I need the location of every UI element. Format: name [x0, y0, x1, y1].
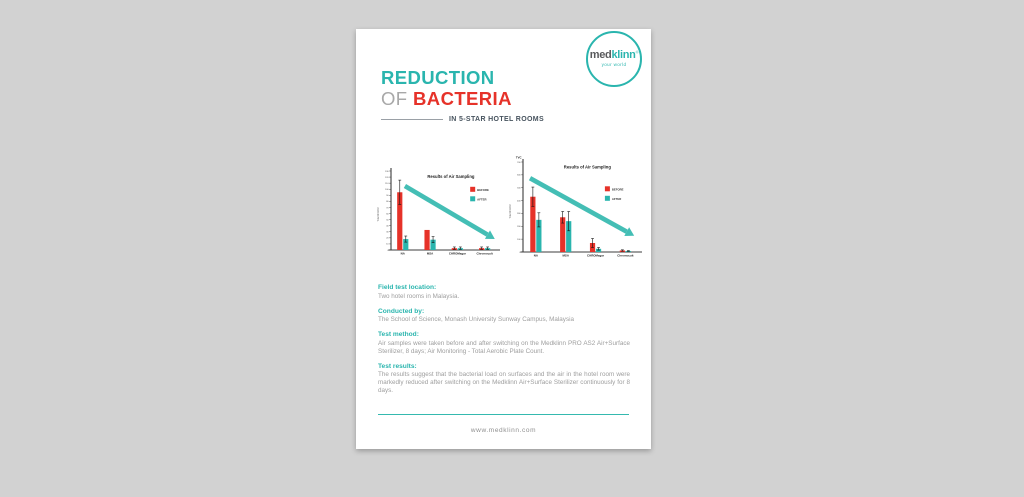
section-body: The results suggest that the bacterial load on surfaces and the air in the hotel room were markedly reduced after switching on the Medklinn Air+Surface Sterilizer continuously for 8 days. — [378, 371, 630, 394]
svg-text:400: 400 — [517, 200, 521, 203]
svg-text:50: 50 — [386, 219, 389, 222]
page-subtitle: IN 5-STAR HOTEL ROOMS — [449, 116, 544, 123]
air-sampling-chart-1 — [375, 160, 504, 264]
svg-text:Chromocult: Chromocult — [476, 251, 493, 256]
svg-text:30: 30 — [386, 231, 389, 234]
section-heading: Test results: — [378, 362, 417, 370]
svg-text:700: 700 — [517, 161, 521, 164]
air-sampling-chart-2 — [506, 148, 646, 267]
svg-text:MSA: MSA — [426, 251, 434, 256]
svg-text:BEFORE: BEFORE — [477, 187, 489, 192]
svg-text:90: 90 — [386, 195, 389, 198]
section-heading: Field test location: — [378, 284, 437, 291]
svg-text:20: 20 — [386, 237, 389, 240]
title-block — [381, 67, 544, 123]
page-title — [381, 67, 544, 109]
air-sampling-chart-1-svg — [375, 160, 504, 264]
section-field-test-location — [378, 284, 630, 301]
svg-text:80: 80 — [386, 201, 389, 204]
svg-text:200: 200 — [517, 226, 521, 229]
svg-text:70: 70 — [386, 207, 389, 210]
svg-text:130: 130 — [385, 170, 389, 173]
svg-text:NA: NA — [400, 251, 405, 256]
svg-text:Total CFU/m3: Total CFU/m3 — [510, 204, 512, 219]
svg-text:MSA: MSA — [562, 253, 569, 258]
svg-text:300: 300 — [517, 213, 521, 216]
title-word-bacteria: BACTERIA — [413, 88, 512, 109]
section-heading: Conducted by: — [378, 307, 425, 315]
svg-text:0: 0 — [387, 249, 389, 252]
svg-text:500: 500 — [517, 187, 521, 190]
svg-text:AFTER: AFTER — [611, 196, 622, 201]
svg-text:TVC: TVC — [515, 155, 522, 160]
website-url: www.medklinn.com — [470, 427, 537, 434]
svg-text:NA: NA — [533, 253, 538, 258]
document-page — [356, 29, 651, 449]
svg-text:Results of Air Sampling: Results of Air Sampling — [563, 164, 611, 170]
title-word-of: OF — [381, 88, 408, 109]
subtitle-rule — [381, 119, 443, 120]
text-sections — [378, 284, 630, 402]
subtitle-row — [381, 116, 544, 123]
logo-wordmark: medklinn® — [589, 49, 639, 62]
svg-text:100: 100 — [517, 238, 521, 241]
section-body: Two hotel rooms in Malaysia. — [378, 292, 460, 300]
svg-text:Results of Air Sampling: Results of Air Sampling — [427, 173, 475, 179]
svg-text:40: 40 — [386, 225, 389, 228]
svg-text:110: 110 — [385, 182, 389, 185]
section-body: Air samples were taken before and after switching on the Medklinn PRO AS2 Air+Surface Sterilizer, 8 days; Air Monitoring - Total Aerobic Plate Count. — [378, 339, 630, 355]
logo-tagline: your world — [601, 62, 627, 68]
title-word-reduction: REDUCTION — [381, 67, 495, 88]
section-conducted-by — [378, 308, 630, 325]
air-sampling-chart-2-svg — [506, 148, 646, 267]
section-heading: Test method: — [378, 331, 419, 338]
svg-text:CHROMagar: CHROMagar — [448, 251, 466, 256]
medklinn-logo — [586, 31, 642, 87]
svg-text:100: 100 — [385, 189, 389, 192]
section-test-method — [378, 331, 630, 356]
svg-text:Total CFU/m3: Total CFU/m3 — [378, 207, 380, 222]
section-body: The School of Science, Monash University Sunway Campus, Malaysia — [378, 316, 574, 323]
svg-text:120: 120 — [385, 176, 389, 179]
svg-text:AFTER: AFTER — [477, 197, 487, 202]
svg-text:10: 10 — [386, 243, 389, 246]
footer-rule — [378, 414, 629, 415]
svg-text:60: 60 — [386, 213, 389, 216]
svg-text:0: 0 — [519, 251, 521, 254]
svg-text:Chromocult: Chromocult — [617, 253, 634, 258]
section-test-results — [378, 363, 630, 396]
svg-text:BEFORE: BEFORE — [611, 187, 624, 192]
svg-text:600: 600 — [517, 174, 521, 177]
svg-text:CHROMagar: CHROMagar — [587, 253, 605, 258]
